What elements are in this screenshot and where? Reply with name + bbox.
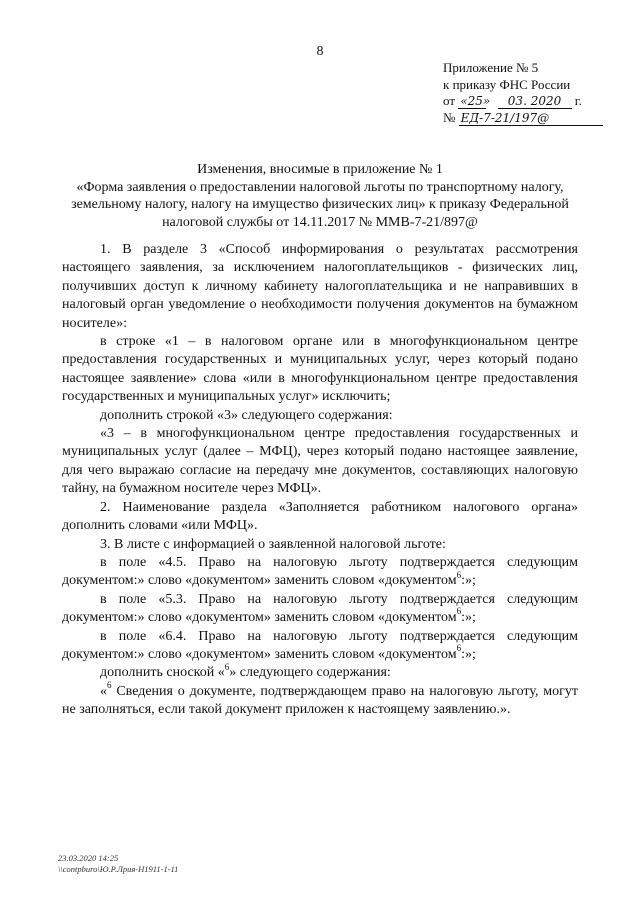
paragraph-10-tail: » следующего содержания: xyxy=(229,665,391,681)
paragraph-9-text: в поле «6.4. Право на налоговую льготу подтверждается следующим документом:» слово «документом» заменить словом «документом xyxy=(62,628,578,662)
handwritten-date-month: 03. 2020 xyxy=(498,95,572,109)
footnote-ref: 6 xyxy=(224,661,230,672)
page-footer xyxy=(58,853,178,875)
paragraph-6: 3. В листе с информацией о заявленной налоговой льготе: xyxy=(100,536,446,552)
appendix-date-row xyxy=(443,93,613,110)
paragraph-3: дополнить строкой «3» следующего содержания: xyxy=(100,407,393,423)
appendix-order-ref: к приказу ФНС России xyxy=(443,76,571,92)
paragraph-4: «3 – в многофункциональном центре предоставления государственных и муниципальных услуг (далее – МФЦ), через который подано настоящее заявление, для чего выражаю согласие на передачу мне документов, составляющих налоговую тайну, на бумажном носителе через МФЦ». xyxy=(62,426,578,497)
paragraph-11 xyxy=(62,680,578,720)
paragraph-7-tail: :»; xyxy=(461,573,476,589)
title-line-2: «Форма заявления о предоставлении налоговой льготы по транспортному налогу, земельному налогу, налогу на имущество физических лиц» к приказу Федеральной налоговой службы от 14.11.2017 № ММВ-7-21/897@ xyxy=(71,179,569,230)
document-body xyxy=(62,241,578,720)
date-prefix: от xyxy=(443,93,456,108)
handwritten-order-number: ЕД-7-21/197@ xyxy=(459,112,603,126)
document-title xyxy=(60,161,580,231)
paragraph-5: 2. Наименование раздела «Заполняется работником налогового органа» дополнить словами «или МФЦ». xyxy=(62,499,578,534)
paragraph-2: в строке «1 – в налоговом органе или в многофункциональном центре предоставления государственных и муниципальных услуг, через который подано настоящее заявление» слова «или в многофункциональном центре предоставления государственных и муниципальных услуг» исключить; xyxy=(62,334,578,405)
footnote-ref: 6 xyxy=(456,643,462,654)
paragraph-10-text: дополнить сноской « xyxy=(100,665,225,681)
paragraph-8-tail: :»; xyxy=(461,610,476,626)
page-number: 8 xyxy=(316,44,324,59)
date-suffix: г. xyxy=(574,93,582,108)
footnote-mark: 6 xyxy=(107,680,112,691)
paragraph-10 xyxy=(62,661,578,682)
handwritten-date-day: «25» xyxy=(460,94,491,108)
paragraph-7-text: в поле «4.5. Право на налоговую льготу подтверждается следующим документом:» слово «документом» заменить словом «документом xyxy=(62,554,578,589)
paragraph-9 xyxy=(62,628,578,665)
paragraph-9-tail: :»; xyxy=(461,646,476,662)
footer-timestamp: 23.03.2020 14:25 xyxy=(58,853,119,863)
paragraph-8-text: в поле «5.3. Право на налоговую льготу подтверждается следующим документом:» слово «документом» заменить словом «документом xyxy=(62,591,578,626)
appendix-header xyxy=(443,60,613,126)
paragraph-8 xyxy=(62,591,578,628)
title-line-1: Изменения, вносимые в приложение № 1 xyxy=(197,162,443,177)
paragraph-11-text: Сведения о документе, подтверждающем право на налоговую льготу, могут не заполняться, если такой документ приложен к настоящему заявлению.». xyxy=(62,683,578,718)
footnote-ref: 6 xyxy=(456,606,462,617)
footer-file-path: \\contpburo\Ю.Р.Лрия-Н1911-1-11 xyxy=(58,864,179,874)
footnote-ref: 6 xyxy=(456,569,462,580)
number-prefix: № xyxy=(443,109,456,125)
paragraph-7 xyxy=(62,554,578,591)
paragraph-11-open: « xyxy=(100,683,107,699)
paragraph-1: 1. В разделе 3 «Способ информирования о результатах рассмотрения настоящего заявления, за исключением налогоплательщиков - физических лиц, получивших доступ к личному кабинету налогоплательщика и не направивших в налоговый орган уведомление о необходимости получения документов на бумажном носителе»: xyxy=(62,242,578,331)
appendix-number-row xyxy=(443,110,613,127)
appendix-title: Приложение № 5 xyxy=(443,60,539,75)
